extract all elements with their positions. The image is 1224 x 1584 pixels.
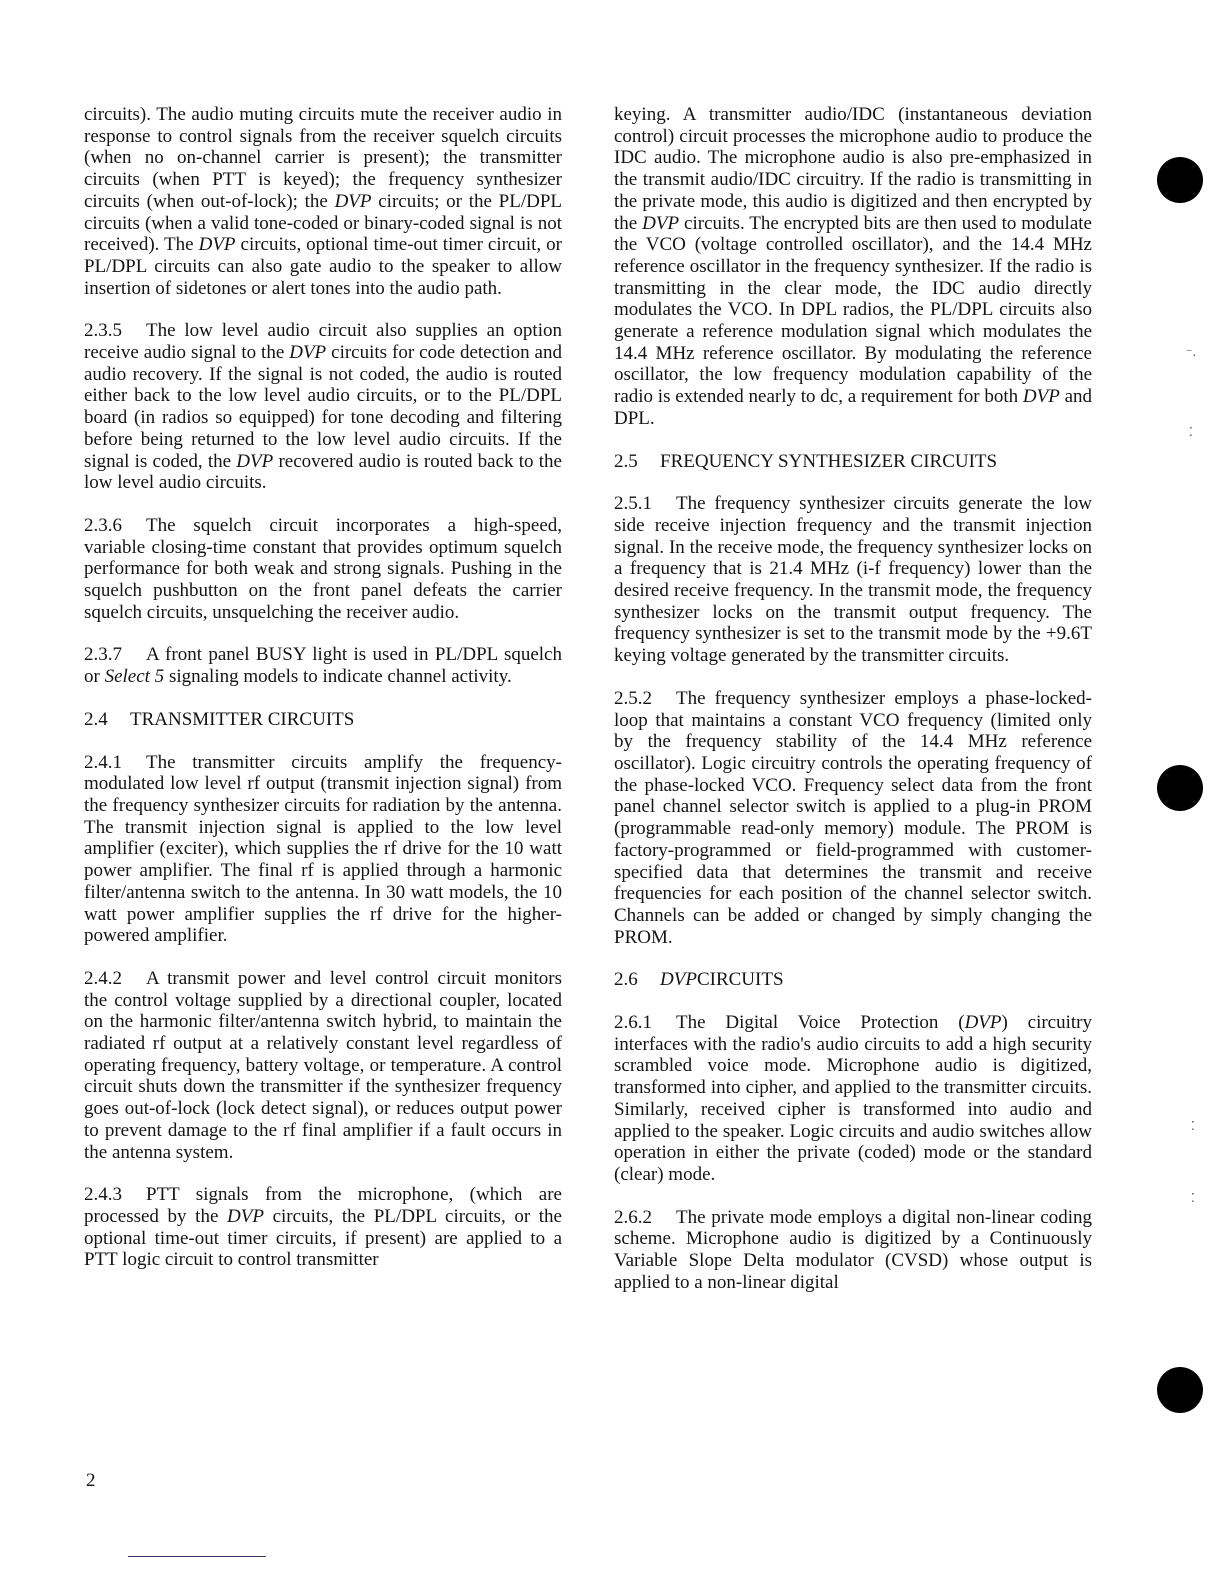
section-number: 2.4.3 — [84, 1184, 122, 1206]
italic-term: DVP — [642, 212, 680, 234]
section-number: 2.3.7 — [84, 644, 122, 666]
italic-term: DVP — [236, 450, 274, 472]
page-number: 2 — [86, 1470, 96, 1491]
section-number: 2.4 — [84, 708, 108, 730]
paragraph-2-5-1 — [614, 493, 1092, 667]
italic-term: DVP — [334, 190, 372, 212]
paragraph-text: The private mode employs a digital non-linear coding scheme. Microphone audio is digitized by a Continuously Variable Slope Delta modulator (CVSD) whose output is applied to a non-linear digital — [614, 1206, 1092, 1293]
scan-speck: ⁚ — [1191, 1119, 1195, 1133]
punch-hole-top — [1157, 157, 1203, 203]
paragraph-2-4-3 — [84, 1184, 562, 1271]
paragraph-2-4-1 — [84, 752, 562, 947]
italic-term: DVP — [289, 342, 327, 364]
paragraph-2-3-5 — [84, 320, 562, 494]
footer-rule — [128, 1556, 266, 1557]
section-number: 2.5.2 — [614, 687, 652, 709]
section-number: 2.4.1 — [84, 751, 122, 773]
section-number: 2.6 — [614, 969, 638, 991]
italic-term: DVP — [1022, 386, 1060, 408]
paragraph-transmitter-keying: keying. A transmitter audio/IDC (instantaneous deviation control) circuit processes the microphone audio to produce the IDC audio. The microphone audio is also pre-emphasized in the transmit audio/IDC circuitry. If the radio is transmitting in the private mode, this audio is digitized and then encrypted by the DVP circuits. The encrypted bits are then used to modulate the VCO (voltage controlled oscillator), and the 14.4 MHz reference oscillator in the frequency synthesizer. If the radio is transmitting in the clear mode, the IDC audio directly modulates the VCO. In DPL radios, the PL/DPL circuits also generate a reference modulation signal which modulates the 14.4 MHz reference oscillator. By modulating the reference oscillator, the low frequency modulation capability of the radio is extended nearly to dc, a requirement for both DVP and DPL. — [614, 104, 1093, 429]
heading-frequency-synthesizer — [614, 451, 1092, 473]
section-number: 2.6.1 — [614, 1012, 652, 1034]
paragraph-2-4-2 — [84, 968, 562, 1163]
heading-text: FREQUENCY SYNTHESIZER CIRCUITS — [660, 450, 998, 472]
paragraph-audio-muting: circuits). The audio muting circuits mute the receiver audio in response to control signals from the receiver squelch circuits (when no on-channel carrier is present); the transmitter circuits (when PTT is keyed); the frequency synthesizer circuits (when out-of-lock); the DVP circuits; or the PL/DPL circuits (when a valid tone-coded or binary-coded signal is not received). The DVP circuits, optional time-out timer circuit, or PL/DPL circuits can also gate audio to the speaker to allow insertion of sidetones or alert tones into the audio path. — [84, 104, 562, 299]
section-number: 2.5 — [614, 450, 638, 472]
paragraph-text: The Digital Voice Protection (DVP) circuitry interfaces with the radio's audio circuits to add a high security scrambled voice mode. Microphone audio is digitized, transformed into cipher, and applied to the transmitter circuits. Similarly, received cipher is transformed into audio and applied to the speaker. Logic circuits and audio switches allow operation in either the private (coded) mode or the standard (clear) mode. — [614, 1012, 1092, 1185]
heading-text: CIRCUITS — [696, 969, 784, 991]
italic-term: DVP — [964, 1012, 1002, 1034]
paragraph-text: The frequency synthesizer employs a phase-locked-loop that maintains a constant VCO frequency (limited only by the frequency stability of the 14.4 MHz reference oscillator). Logic circuitry controls the operating frequency of the phase-locked VCO. Frequency select data from the front panel channel selector switch is applied to a plug-in PROM (programmable read-only memory) module. The PROM is factory-programmed or field-programmed with customer-specified data that determines the transmit and receive frequencies for each position of the channel selector switch. Channels can be added or changed by simply changing the PROM. — [614, 687, 1092, 948]
left-column — [84, 104, 562, 1292]
paragraph-2-6-1 — [614, 1012, 1092, 1186]
scan-speck: ⁚ — [1189, 425, 1193, 439]
heading-italic-text: DVP — [660, 969, 697, 991]
heading-text: TRANSMITTER CIRCUITS — [130, 708, 355, 730]
italic-term: DVP — [198, 234, 236, 256]
paragraph-text: PTT signals from the microphone, (which are processed by the DVP circuits, the PL/DPL circuits, or the optional time-out timer circuits, if present) are applied to a PTT logic circuit to control transmitter — [84, 1184, 562, 1271]
paragraph-text: The transmitter circuits amplify the frequency-modulated low level rf output (transmit injection signal) from the frequency synthesizer circuits for radiation by the antenna. The transmit injection signal is applied to the low level amplifier (exciter), which supplies the rf drive for the 10 watt power amplifier. The final rf is applied through a harmonic filter/antenna switch to the antenna. In 30 watt models, the 10 watt power amplifier supplies the rf drive for the higher-powered amplifier. — [84, 751, 562, 947]
paragraph-2-6-2 — [614, 1207, 1092, 1294]
punch-hole-bottom — [1157, 1367, 1203, 1413]
paragraph-2-5-2 — [614, 688, 1092, 948]
paragraph-2-3-6 — [84, 515, 562, 624]
section-number: 2.3.6 — [84, 514, 122, 536]
paragraph-text: The frequency synthesizer circuits generate the low side receive injection frequency and the transmit injection signal. In the receive mode, the frequency synthesizer locks on a frequency that is 21.4 MHz (i-f frequency) lower than the desired receive frequency. In the transmit mode, the frequency synthesizer locks on the transmit output frequency. The frequency synthesizer is set to the transmit mode by the +9.6T keying voltage generated by the transmitter circuits. — [614, 493, 1092, 667]
section-number: 2.4.2 — [84, 967, 122, 989]
italic-term: Select 5 — [104, 666, 165, 688]
paragraph-text: The low level audio circuit also supplies an option receive audio signal to the DVP circuits for code detection and audio recovery. If the signal is not coded, the audio is routed either back to the low level audio circuits, or to the PL/DPL board (in radios so equipped) for tone decoding and filtering before being returned to the low level audio circuits. If the signal is coded, the DVP recovered audio is routed back to the low level audio circuits. — [84, 320, 562, 494]
section-number: 2.5.1 — [614, 493, 652, 515]
paragraph-text: A front panel BUSY light is used in PL/DPL squelch or Select 5 signaling models to indicate channel activity. — [84, 644, 562, 688]
scan-speck: ⁻. — [1186, 345, 1197, 359]
right-column — [614, 104, 1092, 1314]
heading-transmitter-circuits — [84, 709, 562, 731]
heading-dvp-circuits — [614, 969, 1092, 991]
punch-hole-middle — [1157, 765, 1203, 811]
italic-term: DVP — [227, 1205, 264, 1227]
paragraph-2-3-7 — [84, 644, 562, 687]
scan-speck: ⁚ — [1191, 1191, 1195, 1205]
section-number: 2.3.5 — [84, 320, 122, 342]
paragraph-text: A transmit power and level control circuit monitors the control voltage supplied by a directional coupler, located on the harmonic filter/antenna switch hybrid, to maintain the radiated rf output at a relatively constant level regardless of operating frequency, battery voltage, or temperature. A control circuit shuts down the transmitter if the synthesizer frequency goes out-of-lock (lock detect signal), or reduces output power to prevent damage to the rf final amplifier if a fault occurs in the antenna system. — [84, 967, 562, 1163]
paragraph-text: The squelch circuit incorporates a high-speed, variable closing-time constant that provides optimum squelch performance for both weak and strong signals. Pushing in the squelch pushbutton on the front panel defeats the carrier squelch circuits, unsquelching the receiver audio. — [84, 514, 562, 623]
section-number: 2.6.2 — [614, 1206, 652, 1228]
